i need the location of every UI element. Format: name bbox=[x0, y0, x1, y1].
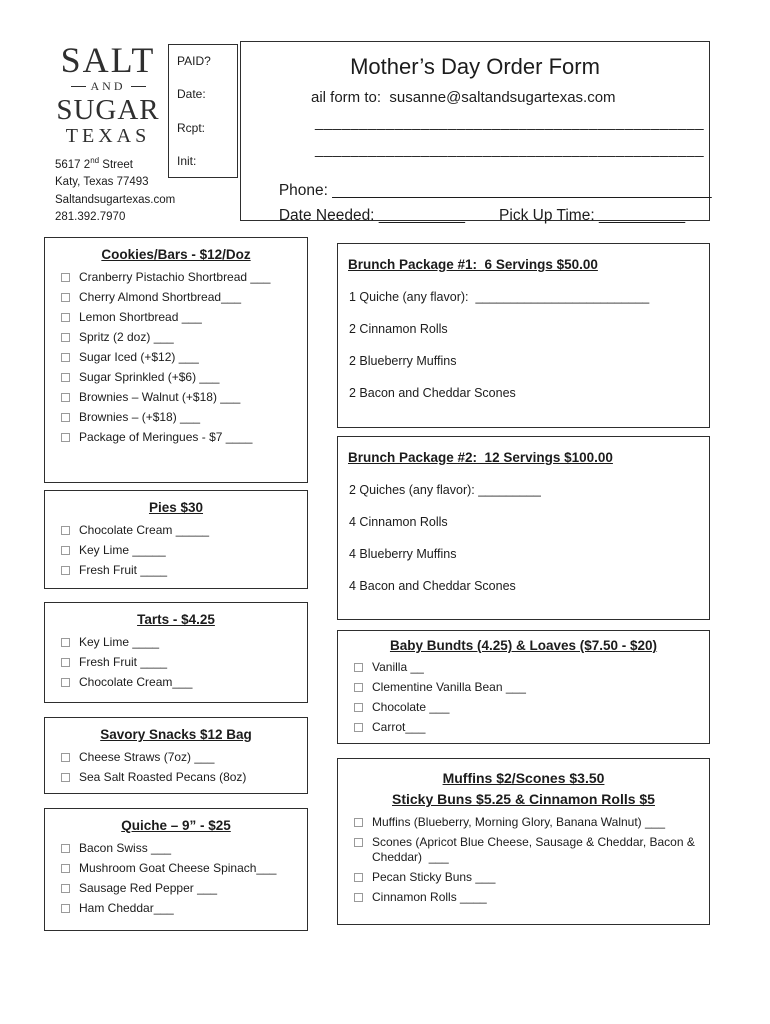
date-needed-label: Date Needed: bbox=[278, 207, 379, 224]
ordinal-suffix: nd bbox=[90, 156, 100, 165]
logo-and-text: AND bbox=[90, 79, 126, 93]
order-item-row bbox=[45, 632, 307, 652]
item-label: Carrot___ bbox=[372, 719, 426, 734]
item-label: Muffins (Blueberry, Morning Glory, Banana Walnut) ___ bbox=[372, 814, 666, 829]
item-checkbox[interactable] bbox=[61, 373, 70, 382]
section-tarts bbox=[44, 602, 308, 703]
brand-logo bbox=[52, 42, 164, 148]
section-title-line-2: Sticky Buns $5.25 & Cinnamon Rolls $5 bbox=[392, 791, 655, 807]
item-label: Cranberry Pistachio Shortbread ___ bbox=[79, 269, 271, 284]
date-needed-blank-field[interactable]: __________ bbox=[378, 207, 466, 224]
pickup-time-label: Pick Up Time: bbox=[499, 207, 599, 224]
item-checkbox[interactable] bbox=[354, 818, 363, 827]
logo-word-salt: SALT bbox=[60, 40, 156, 80]
section-title: Tarts - $4.25 bbox=[137, 612, 215, 627]
office-use-box bbox=[168, 44, 238, 178]
section-baby-bundts bbox=[337, 630, 710, 744]
item-checkbox[interactable] bbox=[354, 893, 363, 902]
order-item-row bbox=[45, 287, 307, 307]
section-brunch-package-1 bbox=[337, 243, 710, 428]
package-item-line: 4 Cinnamon Rolls bbox=[349, 515, 448, 529]
item-label: Sausage Red Pepper ___ bbox=[79, 880, 218, 895]
item-label: Lemon Shortbread ___ bbox=[79, 309, 202, 324]
order-header-box bbox=[240, 41, 712, 224]
order-item-row bbox=[338, 717, 709, 737]
section-title-line-1: Muffins $2/Scones $3.50 bbox=[442, 770, 605, 786]
package-item-line: 2 Quiches (any flavor): _________ bbox=[349, 483, 541, 497]
item-label: Fresh Fruit ____ bbox=[79, 562, 168, 577]
order-item-row bbox=[45, 652, 307, 672]
item-checkbox[interactable] bbox=[61, 413, 70, 422]
section-title: Pies $30 bbox=[148, 500, 204, 515]
item-label: Fresh Fruit ____ bbox=[79, 654, 168, 669]
item-label: Brownies – (+$18) ___ bbox=[79, 409, 201, 424]
section-title: Quiche – 9” - $25 bbox=[121, 818, 231, 833]
logo-rule-left bbox=[71, 86, 86, 87]
package-item-line: 4 Blueberry Muffins bbox=[349, 547, 457, 561]
item-checkbox[interactable] bbox=[61, 884, 70, 893]
item-checkbox[interactable] bbox=[61, 678, 70, 687]
order-item-row bbox=[338, 677, 709, 697]
item-checkbox[interactable] bbox=[354, 723, 363, 732]
package-item-line: 2 Blueberry Muffins bbox=[349, 354, 457, 368]
item-label: Chocolate Cream___ bbox=[79, 674, 193, 689]
order-item-row bbox=[338, 812, 709, 832]
section-title: Savory Snacks $12 Bag bbox=[100, 727, 252, 742]
order-item-row bbox=[338, 867, 709, 887]
item-checkbox[interactable] bbox=[61, 753, 70, 762]
item-label: Clementine Vanilla Bean ___ bbox=[372, 679, 526, 694]
item-label: Spritz (2 doz) ___ bbox=[79, 329, 174, 344]
order-item-row bbox=[45, 327, 307, 347]
section-title: Brunch Package #1: 6 Servings $50.00 bbox=[348, 257, 598, 272]
item-checkbox[interactable] bbox=[61, 293, 70, 302]
order-item-row bbox=[45, 520, 307, 540]
order-item-row bbox=[45, 747, 307, 767]
order-item-row bbox=[45, 387, 307, 407]
item-checkbox[interactable] bbox=[61, 904, 70, 913]
phone-blank-field[interactable]: ____________________________________________ bbox=[332, 182, 712, 199]
logo-rule-right bbox=[131, 86, 146, 87]
order-item-row bbox=[338, 832, 709, 867]
order-item-row bbox=[45, 672, 307, 692]
order-item-row bbox=[45, 407, 307, 427]
item-checkbox[interactable] bbox=[61, 433, 70, 442]
order-item-row bbox=[45, 898, 307, 918]
item-label: Bacon Swiss ___ bbox=[79, 840, 172, 855]
section-title: Cookies/Bars - $12/Doz bbox=[101, 247, 251, 262]
form-title: Mother’s Day Order Form bbox=[350, 54, 600, 79]
item-checkbox[interactable] bbox=[61, 333, 70, 342]
item-label: Ham Cheddar___ bbox=[79, 900, 174, 915]
item-label: Sugar Sprinkled (+$6) ___ bbox=[79, 369, 220, 384]
order-item-row bbox=[338, 657, 709, 677]
item-checkbox[interactable] bbox=[61, 864, 70, 873]
item-checkbox[interactable] bbox=[354, 703, 363, 712]
section-savory-snacks bbox=[44, 717, 308, 794]
package-item-line: 4 Bacon and Cheddar Scones bbox=[349, 579, 516, 593]
package-item-line: 2 Cinnamon Rolls bbox=[349, 322, 448, 336]
order-item-row bbox=[45, 540, 307, 560]
contact-block bbox=[55, 155, 175, 227]
package-item-line: 2 Bacon and Cheddar Scones bbox=[349, 386, 516, 400]
item-checkbox[interactable] bbox=[61, 313, 70, 322]
item-label: Pecan Sticky Buns ___ bbox=[372, 869, 496, 884]
logo-word-sugar: SUGAR bbox=[56, 94, 160, 126]
order-item-row bbox=[45, 307, 307, 327]
item-label: Chocolate ___ bbox=[372, 699, 450, 714]
phone-number: 281.392.7970 bbox=[55, 211, 126, 224]
order-item-row bbox=[45, 267, 307, 287]
item-label: Brownies – Walnut (+$18) ___ bbox=[79, 389, 241, 404]
item-checkbox[interactable] bbox=[61, 526, 70, 535]
item-checkbox[interactable] bbox=[61, 273, 70, 282]
item-label: Chocolate Cream _____ bbox=[79, 522, 210, 537]
order-item-row bbox=[338, 697, 709, 717]
item-label: Package of Meringues - $7 ____ bbox=[79, 429, 253, 444]
section-title: Baby Bundts (4.25) & Loaves ($7.50 - $20) bbox=[389, 638, 658, 653]
order-item-row bbox=[45, 367, 307, 387]
item-label: Key Lime _____ bbox=[79, 542, 166, 557]
order-item-row bbox=[45, 858, 307, 878]
item-checkbox[interactable] bbox=[61, 353, 70, 362]
pickup-time-blank-field[interactable]: __________ bbox=[598, 207, 686, 224]
item-label: Scones (Apricot Blue Cheese, Sausage & Cheddar, Bacon & Cheddar) ___ bbox=[372, 834, 699, 864]
section-pies bbox=[44, 490, 308, 589]
blank-line-1[interactable]: ____________________________________________ bbox=[315, 114, 705, 131]
section-cookies-bars bbox=[44, 237, 308, 483]
item-checkbox[interactable] bbox=[61, 546, 70, 555]
order-item-row bbox=[45, 427, 307, 447]
section-quiche bbox=[44, 808, 308, 931]
order-item-row bbox=[45, 767, 307, 787]
order-item-row bbox=[45, 838, 307, 858]
package-item-line: 1 Quiche (any flavor): _________________________ bbox=[349, 290, 650, 304]
item-checkbox[interactable] bbox=[354, 838, 363, 847]
logo-word-and bbox=[52, 79, 164, 94]
website: Saltandsugartexas.com bbox=[55, 193, 176, 206]
paid-label: PAID? bbox=[177, 54, 211, 68]
blank-line-2[interactable]: ____________________________________________ bbox=[315, 141, 705, 158]
date-pickup-row bbox=[253, 189, 685, 243]
item-label: Sugar Iced (+$12) ___ bbox=[79, 349, 199, 364]
item-label: Key Lime ____ bbox=[79, 634, 160, 649]
item-checkbox[interactable] bbox=[61, 658, 70, 667]
receipt-label: Rcpt: bbox=[177, 120, 206, 135]
order-item-row bbox=[45, 878, 307, 898]
item-checkbox[interactable] bbox=[61, 773, 70, 782]
item-checkbox[interactable] bbox=[61, 638, 70, 647]
order-item-row bbox=[338, 887, 709, 907]
logo-word-texas: TEXAS bbox=[65, 125, 151, 148]
item-label: Cherry Almond Shortbread___ bbox=[79, 289, 242, 304]
date-label: Date: bbox=[177, 87, 206, 102]
section-brunch-package-2 bbox=[337, 436, 710, 620]
item-checkbox[interactable] bbox=[354, 683, 363, 692]
item-label: Mushroom Goat Cheese Spinach___ bbox=[79, 860, 277, 875]
item-checkbox[interactable] bbox=[61, 566, 70, 575]
order-item-row bbox=[45, 347, 307, 367]
city-state-zip: Katy, Texas 77493 bbox=[55, 176, 149, 189]
item-checkbox[interactable] bbox=[61, 393, 70, 402]
order-item-row bbox=[45, 560, 307, 580]
street-address: 5617 2nd Street bbox=[55, 156, 133, 171]
item-checkbox[interactable] bbox=[354, 663, 363, 672]
item-label: Sea Salt Roasted Pecans (8oz) bbox=[79, 769, 247, 784]
section-title: Brunch Package #2: 12 Servings $100.00 bbox=[348, 450, 613, 465]
email-instruction: ail form to: susanne@saltandsugartexas.com bbox=[311, 89, 616, 106]
section-muffins-scones bbox=[337, 758, 710, 925]
item-label: Cinnamon Rolls ____ bbox=[372, 889, 487, 904]
phone-label: Phone: bbox=[278, 182, 333, 199]
item-label: Cheese Straws (7oz) ___ bbox=[79, 749, 215, 764]
initials-label: Init: bbox=[177, 153, 197, 168]
item-label: Vanilla __ bbox=[372, 659, 424, 674]
item-checkbox[interactable] bbox=[61, 844, 70, 853]
item-checkbox[interactable] bbox=[354, 873, 363, 882]
